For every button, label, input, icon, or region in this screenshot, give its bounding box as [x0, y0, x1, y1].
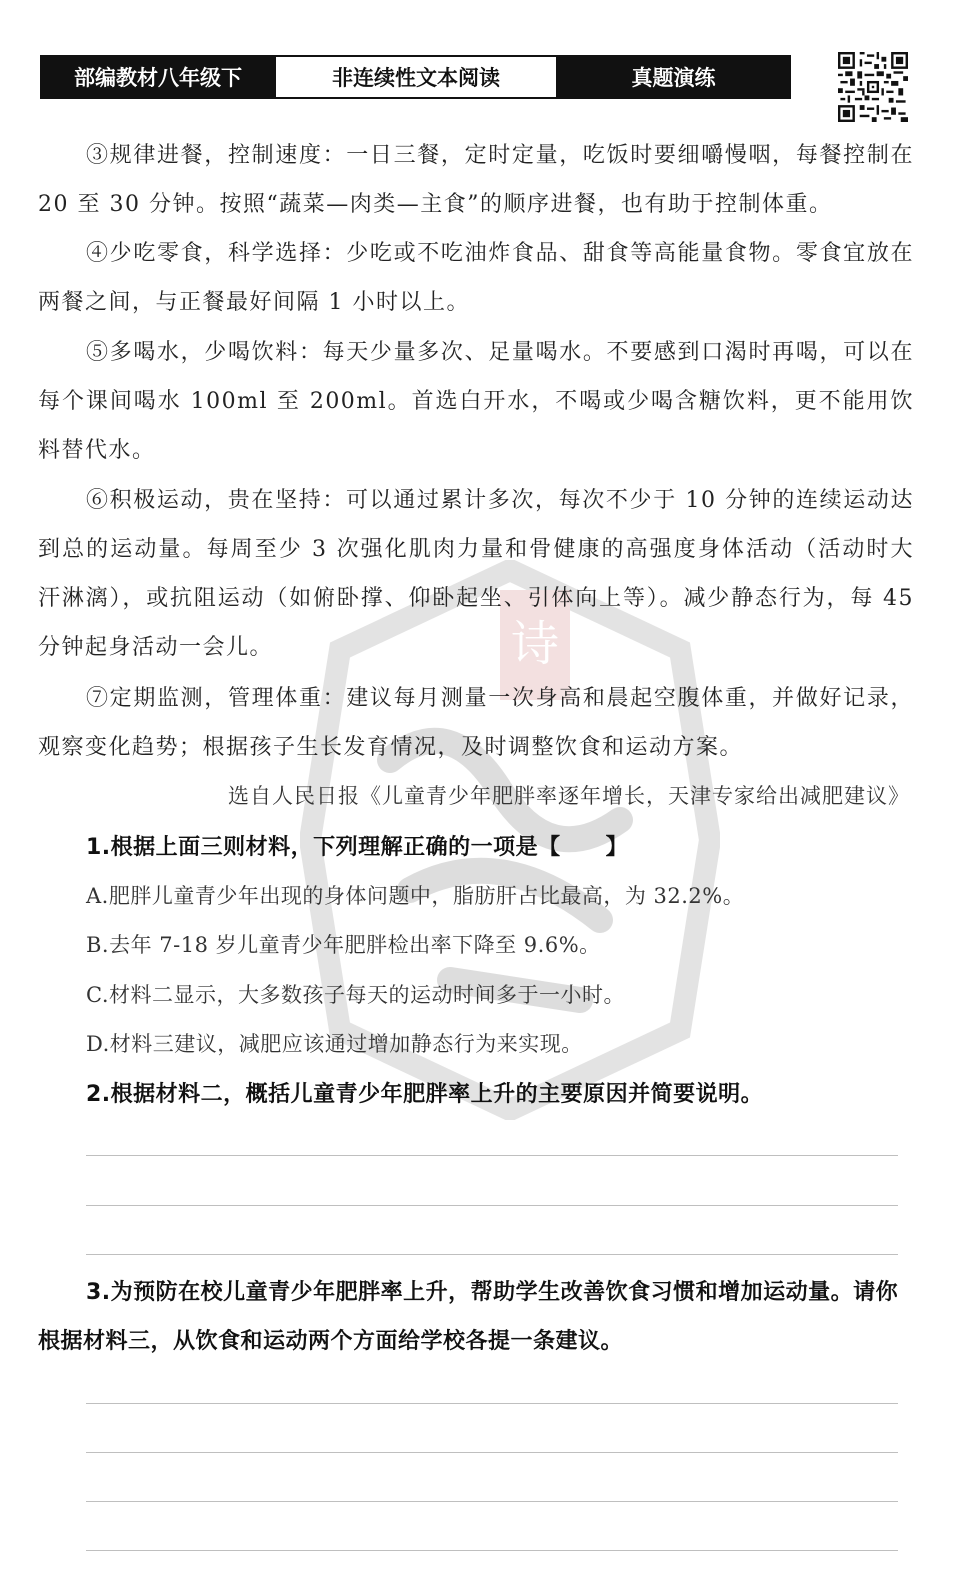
paragraph-regular-meals: ③规律进餐，控制速度：一日三餐，定时定量，吃饭时要细嚼慢咽，每餐控制在 20 至 30 分钟。按照“蔬菜—肉类—主食”的顺序进餐，也有助于控制体重。 — [38, 143, 914, 217]
qr-code-icon — [838, 52, 908, 122]
answer-line[interactable] — [86, 1205, 898, 1206]
option-b[interactable]: B.去年 7-18 岁儿童青少年肥胖检出率下降至 9.6%。 — [86, 933, 601, 957]
answer-line[interactable] — [86, 1501, 898, 1502]
question-2: 2.根据材料二，概括儿童青少年肥胖率上升的主要原因并简要说明。 — [86, 1082, 764, 1107]
header-grade: 部编教材八年级下 — [40, 55, 276, 99]
seal-text: 诗 — [510, 616, 560, 672]
header-section: 真题演练 — [556, 55, 791, 99]
answer-line[interactable] — [86, 1550, 898, 1551]
option-a[interactable]: A.肥胖儿童青少年出现的身体问题中，脂肪肝占比最高，为 32.2%。 — [86, 884, 745, 908]
question-1: 1.根据上面三则材料，下列理解正确的一项是【 】 — [86, 835, 629, 860]
paragraph-monitoring: ⑦定期监测，管理体重：建议每月测量一次身高和晨起空腹体重，并做好记录，观察变化趋势；根据孩子生长发育情况，及时调整饮食和运动方案。 — [38, 686, 914, 760]
header-topic: 非连续性文本阅读 — [276, 55, 556, 99]
source-citation: 选自人民日报《儿童青少年肥胖率逐年增长，天津专家给出减肥建议》 — [228, 784, 910, 808]
answer-line[interactable] — [86, 1452, 898, 1453]
answer-line[interactable] — [86, 1155, 898, 1156]
paragraph-exercise: ⑥积极运动，贵在坚持：可以通过累计多次，每次不少于 10 分钟的连续运动达到总的运动量。每周至少 3 次强化肌肉力量和骨健康的高强度身体活动（活动时大汗淋漓），或抗阻运动（如俯卧撑、仰卧起坐、引体向上等）。减少静态行为，每 45 分钟起身活动一会儿。 — [38, 488, 914, 660]
header-bar — [40, 55, 791, 99]
question-3: 3.为预防在校儿童青少年肥胖率上升，帮助学生改善饮食习惯和增加运动量。请你根据材料三，从饮食和运动两个方面给学校各提一条建议。 — [38, 1280, 899, 1354]
paragraph-snacks: ④少吃零食，科学选择：少吃或不吃油炸食品、甜食等高能量食物。零食宜放在两餐之间，与正餐最好间隔 1 小时以上。 — [38, 241, 914, 315]
paragraph-water: ⑤多喝水，少喝饮料：每天少量多次、足量喝水。不要感到口渴时再喝，可以在每个课间喝水 100ml 至 200ml。首选白开水，不喝或少喝含糖饮料，更不能用饮料替代水。 — [38, 340, 914, 463]
option-d[interactable]: D.材料三建议，减肥应该通过增加静态行为来实现。 — [86, 1032, 583, 1056]
answer-line[interactable] — [86, 1403, 898, 1404]
answer-line[interactable] — [86, 1254, 898, 1255]
option-c[interactable]: C.材料二显示，大多数孩子每天的运动时间多于一小时。 — [86, 983, 625, 1007]
